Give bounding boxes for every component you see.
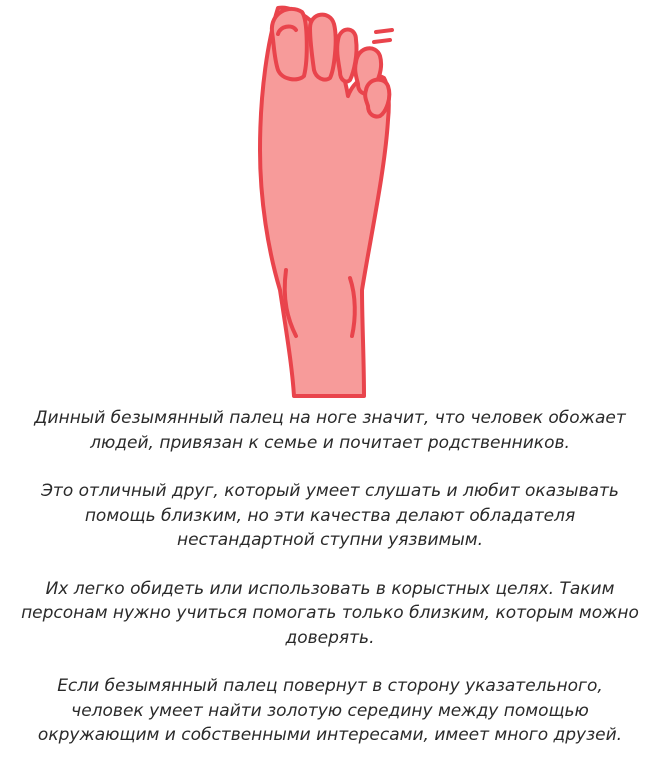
paragraph-2: Это отличный друг, который умеет слушать и любит оказывать помощь близким, но эти качества делают обладателя нестандартной ступни уязвимым.: [41, 481, 619, 550]
paragraph-4: Если безымянный палец повернут в сторону указательного, человек умеет найти золотую середину между помощью окружающим и собственными интересами, имеет много друзей.: [37, 676, 623, 745]
big-toe: [272, 9, 307, 79]
paragraph-3: Их легко обидеть или использовать в корыстных целях. Таким персонам нужно учиться помогать только близким, которым можно доверять.: [21, 578, 639, 648]
floating-nail-2: [374, 40, 390, 42]
paragraph-1: Динный безымянный палец на ноге значит, что человек обожает людей, привязан к семье и почитает родственников.: [34, 408, 626, 453]
description-text: [20, 406, 640, 772]
second-toe: [310, 15, 336, 80]
little-toe: [365, 80, 389, 117]
floating-nail: [376, 30, 392, 32]
foot-icon: [230, 0, 430, 400]
